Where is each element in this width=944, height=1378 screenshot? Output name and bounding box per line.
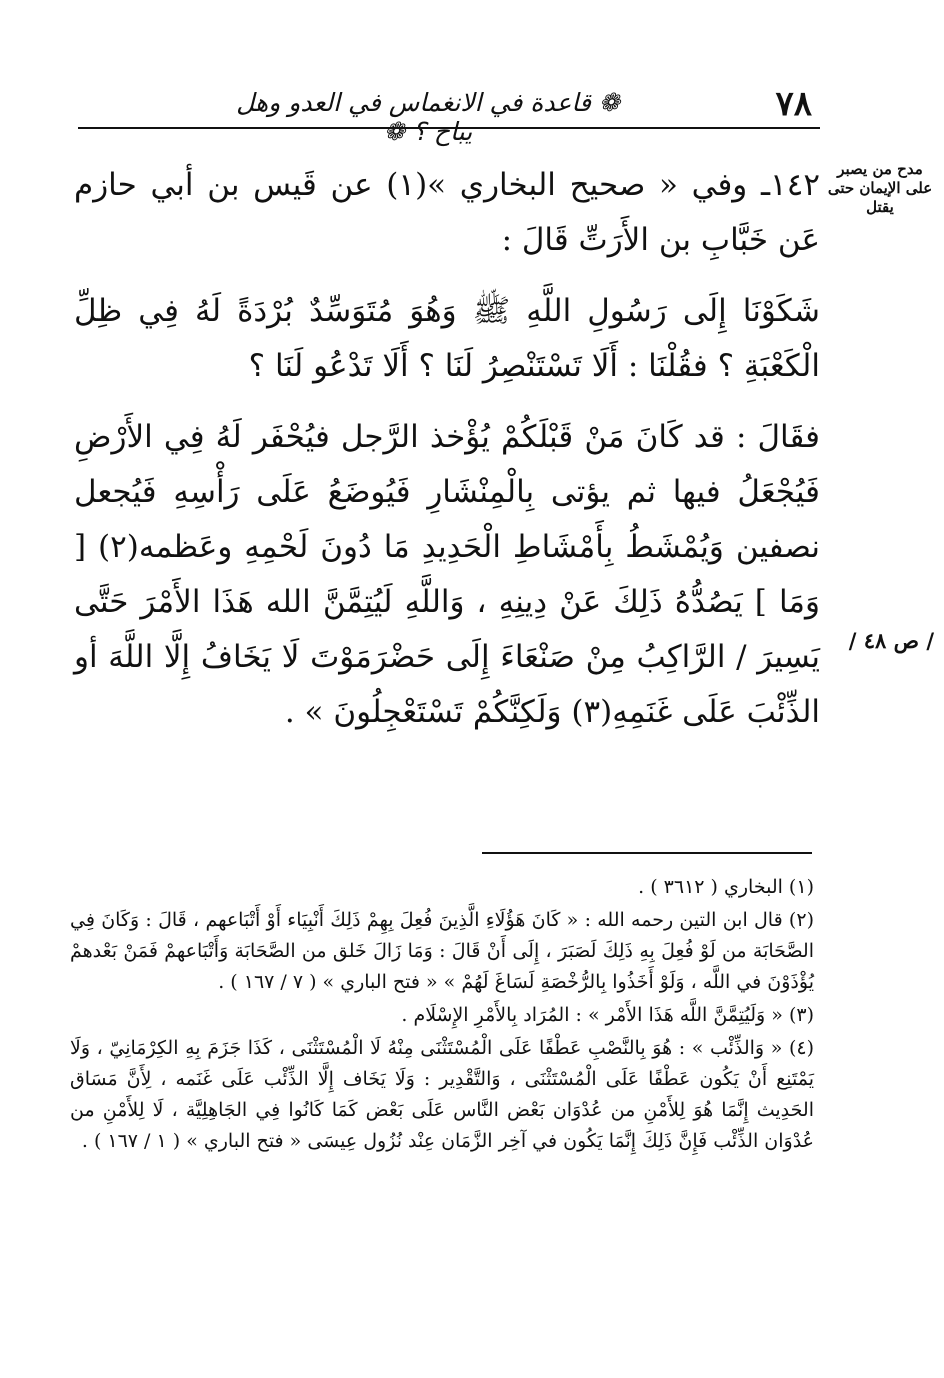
page-header (78, 74, 820, 146)
main-paragraph: ١٤٢ـ وفي « صحيح البخاري »(١) عن قَيس بن أبي حازم عَن خَبَّابِ بن الأَرَتِّ قَالَ : (74, 167, 820, 258)
header-rule (78, 127, 820, 129)
footnotes (70, 872, 814, 1159)
page-number: ٧٨ (775, 84, 812, 124)
footnote: (٢) قال ابن التين رحمه الله : « كَانَ هَؤُلَاءِ الَّذِينَ فُعِلَ بِهِمْ ذَلِكَ أَنْبِيَاء أَوْ أَتْبَاعهم ، قَالَ : وَكَانَ فِي الصَّحَابَة من لَوْ فُعِلَ بِهِ ذَلِكَ لَصَبَرَ ، إِلَى أَنْ قَالَ : وَمَا زَالَ خَلق من الصَّحَابَة وَأَتْبَاعهمْ فَمَنْ بَعْدهمْ يُؤْذَوْنَ في اللَّه ، وَلَوْ أَخَذُوا بِالرُّخْصَةِ لَسَاغَ لَهُمْ » « فتح الباري » ( ٧ / ١٦٧ ) . (70, 909, 814, 993)
margin-page-ref: / ص ٤٨ / (848, 628, 934, 653)
footnote-rule (482, 852, 812, 854)
main-paragraph: شَكَوْنَا إِلَى رَسُولِ اللَّهِ ﷺ وَهُوَ مُتَوَسِّدٌ بُرْدَةً لَهُ فِي ظِلِّ الْكَعْبَةِ ؟ فقُلْنَا : أَلَا تَسْتَنْصِرُ لَنَا ؟ أَلَا تَدْعُو لَنَا ؟ (74, 293, 820, 384)
footnote: (٤) « وَالذِّئْب » : هُوَ بِالنَّصْبِ عَطْفًا عَلَى الْمُسْتَثْنَى مِنْهُ لَا الْمُسْتَثْنَى ، كَذَا جَزَمَ بِهِ الكِرْمَانِيّ ، وَلَا يَمْتَنِع أَنْ يَكُون عَطْفًا عَلَى الْمُسْتَثْنَى ، وَالتَّقْدِير : وَلَا يَخَاف إِلَّا الذِّئْب عَلَى غَنَمه ، لِأَنَّ مَسَاق الحَدِيث إِنَّمَا هُوَ لِلأَمْنِ من عُدْوَان بَعْض النَّاس عَلَى بَعْض كَمَا كَانُوا فِي الجَاهِلِيَّة ، لَا لِلأَمْنِ من عُدْوَان الذِّئْب فَإِنَّ ذَلِكَ إِنَّمَا يَكُون في آخِر الزَّمَان عِنْد نُزُول عِيسَى « فتح الباري » ( ١ / ١٦٧ ) . (70, 1037, 814, 1152)
footnote: (٣) « وَلَيُتِمَّنَّ اللَّه هَذَا الأَمْر » : المُرَاد بِالأَمْرِ الإِسْلَام . (401, 1004, 814, 1026)
running-title: ❁ قاعدة في الانغماس في العدو وهل يباح ؟ ❁ (236, 88, 620, 146)
margin-note: مدح من يصبر على الإيمان حتى يقتل (827, 160, 933, 216)
main-paragraph: فقَالَ : قد كَانَ مَنْ قَبْلَكُمْ يُؤْخذ الرَّجل فيُحْفَر لَهُ فِي الأَرْضِ فَيُجْعَلُ فيها ثم يؤتى بِالْمِنْشَارِ فَيُوضَعُ عَلَى رَأْسِهِ فَيُجعل نصفين وَيُمْشَطُ بِأَمْشَاطِ الْحَدِيدِ مَا دُونَ لَحْمِهِ وعَظمه(٢) [ وَمَا ] يَصُدُّهُ ذَلِكَ عَنْ دِينِهِ ، وَاللَّهِ لَيُتِمَّنَّ الله هَذَا الأَمْرَ حَتَّى يَسِيرَ / الرَّاكِبُ مِنْ صَنْعَاءَ إِلَى حَضْرَمَوْتَ لَا يَخَافُ إِلَّا اللَّهَ أو الذِّئْبَ عَلَى غَنَمِهِ(٣) وَلَكِنَّكُمْ تَسْتَعْجِلُونَ » . (74, 419, 820, 730)
main-text (74, 158, 820, 756)
footnote: (١) البخاري ( ٣٦١٢ ) . (638, 876, 814, 898)
